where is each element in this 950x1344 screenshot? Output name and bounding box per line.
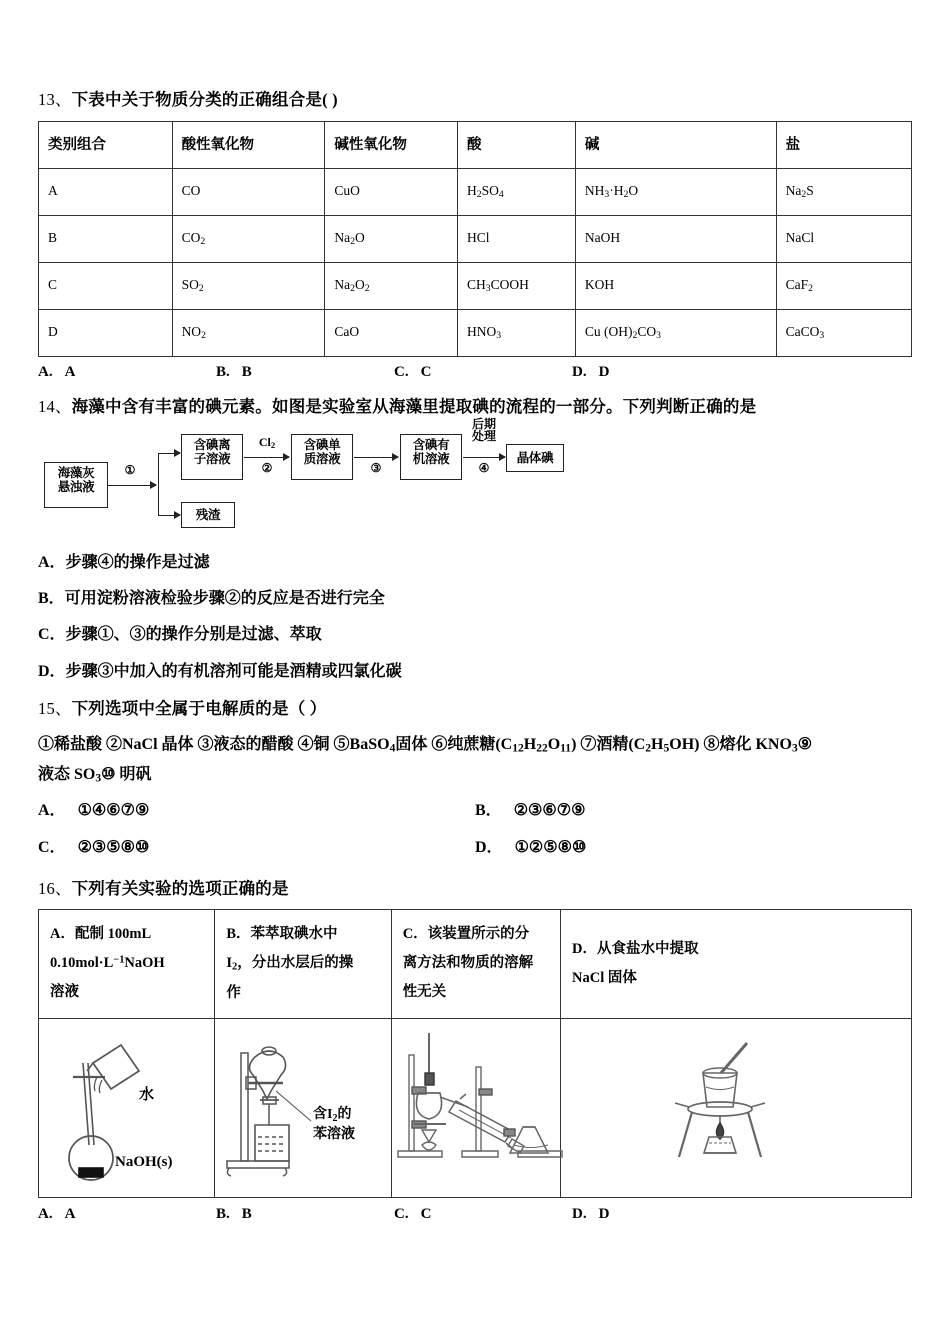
question-16-number: 16、 <box>38 878 72 898</box>
q15-option-c[interactable]: C． ②③⑤⑧⑩ <box>38 838 150 856</box>
question-14-number: 14、 <box>38 396 72 416</box>
cell-base: $NH_3\cdot H_2O$ <box>575 168 776 215</box>
q16-figure-row <box>39 1018 912 1197</box>
q13-option-b[interactable]: B. B <box>216 363 252 380</box>
q16-figure-c-cell <box>391 1018 560 1197</box>
q16-cell-d-text[interactable]: D．从食盐水中提取 NaCl 固体 <box>561 910 912 1018</box>
flow-node-iodine-solution: 含碘单 质溶液 <box>291 434 353 480</box>
question-15-stem <box>38 697 912 722</box>
q16-option-c[interactable]: C. C <box>394 1205 432 1222</box>
evaporating-dish-tripod-figure <box>565 1025 907 1190</box>
flow-post-treatment-label: 后期 处理 <box>471 416 496 444</box>
flow-arrow-3 <box>354 457 398 458</box>
q13-option-d[interactable]: D. D <box>572 363 610 380</box>
q15-option-b[interactable]: B． ②③⑥⑦⑨ <box>475 801 586 819</box>
table-row <box>39 168 912 215</box>
question-16-stem <box>38 877 912 902</box>
question-14-text: 海藻中含有丰富的碘元素。如图是实验室从海藻里提取碘的流程的一部分。下列判断正确的是 <box>71 396 757 416</box>
question-15-number: 15、 <box>38 699 72 719</box>
q16-cell-c-text[interactable]: C．该装置所示的分 离方法和物质的溶解 性无关 <box>391 910 560 1018</box>
flow-split-line <box>158 453 159 515</box>
flow-step-3-label: ③ <box>370 460 382 475</box>
col-header-salt: 盐 <box>776 121 911 168</box>
cell-base: KOH <box>575 262 776 309</box>
substance-classification-table <box>38 121 912 357</box>
q14-option-a[interactable]: A．步骤④的操作是过滤 <box>38 553 210 571</box>
separating-funnel-figure <box>219 1025 386 1190</box>
cell-acid: $CH_3COOH$ <box>458 262 576 309</box>
q16-cell-a-text[interactable]: A．配制 100mL $0.10mol\cdot L^{-1}NaOH$ 溶液 <box>39 910 215 1018</box>
cell-basic-oxide: CaO <box>325 309 458 356</box>
q16-figure-a-cell <box>39 1018 215 1197</box>
volumetric-flask-dissolving-figure <box>43 1025 210 1190</box>
cell-acidic-oxide: CO <box>172 168 325 215</box>
cell-combo: C <box>39 262 173 309</box>
separating-funnel-icon <box>219 1025 389 1185</box>
cell-combo: A <box>39 168 173 215</box>
q14-option-c[interactable]: C．步骤①、③的操作分别是过滤、萃取 <box>38 626 322 644</box>
q13-option-c[interactable]: C. C <box>394 363 432 380</box>
question-15-text: 下列选项中全属于电解质的是（ ） <box>71 699 327 719</box>
question-13-text: 下表中关于物质分类的正确组合是( ) <box>71 90 338 109</box>
q16-cell-b-text[interactable]: B．苯萃取碘水中 $I_2$，分出水层后的操 作 <box>215 910 391 1018</box>
q16-option-b[interactable]: B. B <box>216 1205 252 1222</box>
question-16-answer-row <box>38 1206 912 1223</box>
q15-substance-list: ①稀盐酸 ②NaCl 晶体 ③液态的醋酸 ④铜 ⑤BaSO$_4$固体 ⑥纯蔗糖$(C_{12}H_{22}O_{11})$ ⑦酒精$(C_2H_5OH)$ ⑧熔化 $KNO_3⑨$ 液态 $SO_3⑩$ 明矾 <box>38 735 813 785</box>
q15-options <box>38 797 912 871</box>
q15-option-a[interactable]: A． ①④⑥⑦⑨ <box>38 801 150 819</box>
flow-step-4-label: ④ <box>478 460 490 475</box>
question-13-answer-row <box>38 364 912 381</box>
flow-reagent-chlorine: $Cl_2$ <box>258 434 276 450</box>
flow-node-start: 海藻灰 悬浊液 <box>44 462 108 508</box>
q13-option-a[interactable]: A. A <box>38 363 76 380</box>
cell-combo: D <box>39 309 173 356</box>
table-row <box>39 215 912 262</box>
q14-option-b[interactable]: B．可用淀粉溶液检验步骤②的反应是否进行完全 <box>38 589 385 607</box>
cell-salt: CaF$_2$ <box>776 262 911 309</box>
cell-acidic-oxide: $NO_2$ <box>172 309 325 356</box>
cell-salt: CaCO$_3$ <box>776 309 911 356</box>
cell-basic-oxide: $Na_2O_2$ <box>325 262 458 309</box>
cell-base: NaOH <box>575 215 776 262</box>
cell-acid: $H_2SO_4$ <box>458 168 576 215</box>
cell-salt: NaCl <box>776 215 911 262</box>
evaporating-dish-tripod-icon <box>651 1025 821 1185</box>
flow-step-1-label: ① <box>124 462 136 477</box>
volumetric-flask-dissolving-icon <box>43 1025 213 1185</box>
cell-basic-oxide: CuO <box>325 168 458 215</box>
col-header-base: 碱 <box>575 121 776 168</box>
flow-node-residue: 残渣 <box>181 502 235 528</box>
cell-combo: B <box>39 215 173 262</box>
figure-b-label-line2: 苯溶液 <box>313 1127 356 1143</box>
q16-option-d[interactable]: D. D <box>572 1205 610 1222</box>
col-header-combo: 类别组合 <box>39 121 173 168</box>
table-header-row <box>39 121 912 168</box>
col-header-acidic-oxide: 酸性氧化物 <box>172 121 325 168</box>
flow-arrow-1 <box>108 485 156 486</box>
col-header-basic-oxide: 碱性氧化物 <box>325 121 458 168</box>
q16-option-a[interactable]: A. A <box>38 1205 76 1222</box>
flow-node-crystal-iodine: 晶体碘 <box>506 444 564 472</box>
flow-arrow-to-node1 <box>158 453 180 454</box>
col-header-acid: 酸 <box>458 121 576 168</box>
cell-acidic-oxide: $CO_2$ <box>172 215 325 262</box>
q14-option-d[interactable]: D．步骤③中加入的有机溶剂可能是酒精或四氯化碳 <box>38 662 402 680</box>
flow-node-iodide-solution: 含碘离 子溶液 <box>181 434 243 480</box>
q15-option-d[interactable]: D． ①②⑤⑧⑩ <box>475 838 587 856</box>
cell-base: Cu $(OH)_2CO_3$ <box>575 309 776 356</box>
flow-arrow-4 <box>463 457 505 458</box>
cell-basic-oxide: $Na_2O$ <box>325 215 458 262</box>
flow-arrow-2 <box>244 457 289 458</box>
experiment-options-table <box>38 909 912 1197</box>
q16-text-row <box>39 910 912 1018</box>
q16-figure-b-cell <box>215 1018 391 1197</box>
figure-a-label-water: 水 <box>139 1087 155 1104</box>
iodine-extraction-flowchart <box>44 416 564 538</box>
table-row <box>39 309 912 356</box>
figure-a-label-naoh: NaOH(s) <box>115 1154 173 1171</box>
page-content <box>38 88 912 1233</box>
cell-acid: HCl <box>458 215 576 262</box>
distillation-apparatus-icon <box>396 1025 566 1185</box>
q16-figure-d-cell <box>561 1018 912 1197</box>
table-row <box>39 262 912 309</box>
figure-b-label-line1: 含$I_2$的 <box>313 1107 352 1125</box>
flow-step-2-label: ② <box>261 460 273 475</box>
question-13-stem <box>38 88 912 113</box>
distillation-apparatus-figure <box>396 1025 556 1190</box>
cell-salt: $Na_2S$ <box>776 168 911 215</box>
question-13-number: 13、 <box>38 90 72 109</box>
cell-acidic-oxide: $SO_2$ <box>172 262 325 309</box>
flow-arrow-to-residue <box>158 515 180 516</box>
cell-acid: $HNO_3$ <box>458 309 576 356</box>
flow-node-organic-solution: 含碘有 机溶液 <box>400 434 462 480</box>
question-16-text: 下列有关实验的选项正确的是 <box>71 878 289 898</box>
